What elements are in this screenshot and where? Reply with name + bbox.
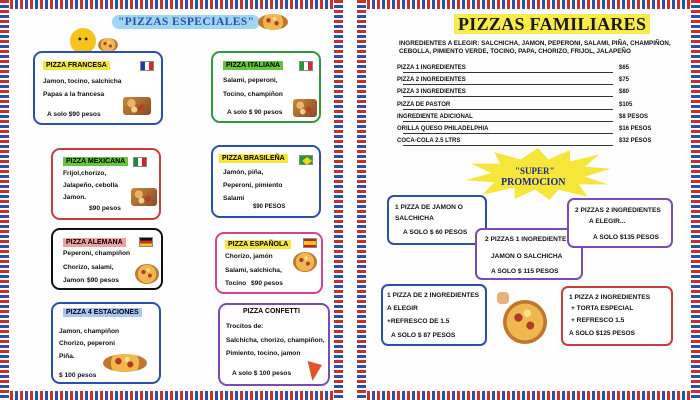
pizza-4-estaciones-line-2: Chorizo, peperoni bbox=[59, 340, 116, 347]
pizza-alemana-line-1: Peperoni, champiñon bbox=[63, 250, 131, 257]
flag-border-right bbox=[691, 0, 700, 400]
special-pizzas-header: "PIZZAS ESPECIALES" bbox=[112, 15, 260, 29]
flag-border-bottom bbox=[0, 391, 343, 400]
pizza-espanola-card bbox=[215, 232, 323, 294]
promo-4-line-4: A SOLO $ 87 PESOS bbox=[391, 332, 456, 339]
pizza-espanola-line-3: Tocino bbox=[225, 280, 247, 287]
pizza-espanola-photo bbox=[293, 252, 317, 272]
pizza-espanola-line-1: Chorizo, jamón bbox=[225, 253, 273, 260]
pizza-mexicana-photo bbox=[131, 188, 157, 206]
price-list-item: PIZZA 1 INGREDIENTES bbox=[397, 65, 466, 71]
whole-pizza-icon bbox=[258, 14, 288, 30]
pizza-brasilena-line-1: Jamón, piña, bbox=[223, 169, 264, 176]
promo-card-5 bbox=[561, 286, 673, 346]
price-list-price: $75 bbox=[619, 77, 630, 84]
pizza-confetti-line-2: Salchicha, chorizo, champiñon, bbox=[226, 337, 325, 344]
pizza-alemana-price: $90 pesos bbox=[87, 277, 119, 284]
pizza-slice-mascot-icon bbox=[306, 361, 322, 381]
price-list-item: PIZZA 2 INGREDIENTES bbox=[397, 77, 466, 84]
price-list-item: ORILLA QUESO PHILADELPHIA bbox=[397, 126, 489, 132]
france-flag-icon bbox=[140, 61, 154, 71]
pizza-brasilena-line-2: Peperoni, pimiento bbox=[223, 182, 283, 189]
mexico-flag-icon bbox=[133, 157, 147, 167]
pizza-4-estaciones-price: $ 100 pesos bbox=[59, 372, 97, 379]
pizza-mexicana-line-1: Frijol,chorizo, bbox=[63, 170, 107, 177]
price-list-item: PIZZA DE PASTOR bbox=[397, 101, 451, 108]
family-pizzas-header: PIZZAS FAMILIARES bbox=[454, 14, 650, 34]
flag-border-top bbox=[357, 0, 700, 9]
flag-border-right bbox=[334, 0, 343, 400]
pizza-alemana-photo bbox=[135, 264, 159, 284]
promo-4-line-1: 1 PIZZA DE 2 INGREDIENTES bbox=[387, 292, 480, 299]
pizza-confetti-line-3: Pimiento, tocino, jamon bbox=[226, 350, 301, 357]
promo-2-line-3: A SOLO $ 115 PESOS bbox=[491, 268, 559, 275]
price-list-price: $16 PESOS bbox=[619, 126, 652, 132]
promo-card-1 bbox=[387, 195, 487, 245]
pizza-slice-icon bbox=[98, 38, 118, 52]
pizza-italiana-title: PIZZA ITALIANA bbox=[223, 61, 283, 70]
promo-5-line-1: 1 PIZZA 2 INGREDIENTES bbox=[569, 294, 651, 301]
price-list-item: PIZZA 3 INGREDIENTES bbox=[397, 89, 466, 96]
promo-3-line-1: 2 PIZZAS 2 INGREDIENTES bbox=[575, 207, 661, 214]
flag-border-left bbox=[357, 0, 366, 400]
pizza-confetti-title: PIZZA CONFETTI bbox=[243, 308, 300, 315]
super-promocion-title-1: "SUPER" bbox=[515, 166, 555, 176]
price-list-price: $32 PESOS bbox=[619, 138, 652, 145]
pizza-alemana-title: PIZZA ALEMANA bbox=[63, 238, 126, 247]
pizza-mexicana-title: PIZZA MEXICANA bbox=[63, 157, 128, 166]
promo-5-line-3: + REFRESCO 1.5 bbox=[571, 317, 625, 324]
pizza-confetti-price: A solo $ 100 pesos bbox=[232, 370, 292, 377]
pizza-francesa-line-2: Papas a la francesa bbox=[43, 91, 105, 98]
promo-1-line-1: 1 PIZZA DE JAMON O bbox=[395, 204, 463, 211]
pizza-francesa-line-1: Jamon, tocino, salchicha bbox=[43, 78, 122, 85]
flag-border-top bbox=[0, 0, 343, 9]
promo-1-line-2: SALCHICHA bbox=[395, 215, 434, 222]
italy-flag-icon bbox=[299, 61, 313, 71]
pizza-alemana-line-2: Chorizo, salami, bbox=[63, 264, 114, 271]
promo-5-line-4: A SOLO $125 PESOS bbox=[569, 330, 636, 337]
price-list-leader-line bbox=[403, 121, 613, 122]
pizza-espanola-price: $90 pesos bbox=[251, 280, 283, 287]
pizza-mexicana-card bbox=[51, 148, 161, 220]
pizza-francesa-price: A solo $90 pesos bbox=[47, 111, 101, 118]
promo-card-3 bbox=[567, 198, 673, 248]
pizza-italiana-line-2: Tocino, champiñon bbox=[223, 91, 283, 98]
pizza-mascot-icon bbox=[503, 300, 547, 344]
price-list-price: $65 bbox=[619, 65, 630, 71]
price-list-leader-line bbox=[403, 84, 613, 85]
promo-2-line-1: 2 PIZZAS 1 INGREDIENTE bbox=[485, 236, 567, 243]
spain-flag-icon bbox=[303, 238, 317, 248]
pizza-italiana-card bbox=[211, 51, 321, 123]
pizza-francesa-title: PIZZA FRANCESA bbox=[43, 61, 110, 70]
price-list-price: $80 bbox=[619, 89, 630, 96]
price-list-price: $105 bbox=[619, 101, 633, 108]
price-list-item: COCA-COLA 2.5 LTRS bbox=[397, 138, 461, 145]
promo-1-line-3: A SOLO $ 60 PESOS bbox=[403, 229, 468, 236]
pizza-alemana-line-3: Jamon bbox=[63, 277, 85, 284]
pizza-italiana-line-1: Salami, peperoni, bbox=[223, 77, 278, 84]
price-list-leader-line bbox=[403, 145, 613, 146]
pizza-4-estaciones-card bbox=[51, 302, 161, 384]
flag-border-left bbox=[0, 0, 9, 400]
pizza-mexicana-line-3: Jamon. bbox=[63, 194, 87, 201]
promo-4-line-3: +REFRESCO DE 1.5 bbox=[387, 318, 450, 325]
pizza-confetti-line-1: Trocitos de: bbox=[226, 323, 264, 330]
price-list-leader-line bbox=[403, 133, 613, 134]
pizza-brasilena-line-3: Salami bbox=[223, 195, 245, 202]
pizza-4-estaciones-line-3: Piña. bbox=[59, 353, 75, 360]
price-list-item: INGREDIENTE ADICIONAL bbox=[397, 113, 473, 120]
pizza-francesa-photo bbox=[123, 97, 151, 115]
promo-3-line-2: A ELEGIR... bbox=[589, 218, 626, 225]
promo-2-line-2: JAMON O SALCHICHA bbox=[491, 253, 563, 260]
pizza-alemana-card bbox=[51, 228, 163, 290]
price-list-price: $8 PESOS bbox=[619, 113, 649, 120]
pizza-brasilena-title: PIZZA BRASILEÑA bbox=[219, 154, 288, 163]
price-list-leader-line bbox=[403, 96, 613, 97]
promo-4-line-2: A ELEGIR bbox=[387, 305, 418, 312]
pizza-italiana-price: A solo $ 90 pesos bbox=[227, 109, 283, 116]
left-menu-page bbox=[0, 0, 343, 400]
brazil-flag-icon bbox=[299, 155, 313, 165]
price-list-leader-line bbox=[403, 109, 613, 110]
germany-flag-icon bbox=[139, 237, 153, 247]
price-list-leader-line bbox=[403, 72, 613, 73]
pizza-francesa-card bbox=[33, 51, 163, 125]
pizza-italiana-photo bbox=[293, 99, 317, 117]
price-list bbox=[397, 64, 679, 150]
ingredients-to-choose: INGREDIENTES A ELEGIR: SALCHICHA, JAMON, PEPERONI, SALAMI, PIÑA, CHAMPIÑON, CEBOLLA, PIMIENTO VERDE, TOCINO, PAPA, CHORIZO, FRIJOL, JALAPEÑO bbox=[399, 40, 671, 55]
pizza-4-estaciones-title: PIZZA 4 ESTACIONES bbox=[63, 308, 142, 317]
pizza-4-estaciones-line-1: Jamon, champiñon bbox=[59, 328, 120, 335]
promo-5-line-2: + TORTA ESPECIAL bbox=[571, 305, 634, 312]
pizza-brasilena-price: $90 PESOS bbox=[253, 204, 286, 210]
pizza-brasilena-card bbox=[211, 145, 321, 218]
promo-card-4 bbox=[381, 284, 487, 346]
pizza-mexicana-price: $90 pesos bbox=[89, 205, 121, 212]
pizza-espanola-title: PIZZA ESPAÑOLA bbox=[225, 240, 291, 249]
pizza-espanola-line-2: Salami, salchicha, bbox=[225, 267, 282, 274]
pizza-confetti-card bbox=[218, 303, 330, 386]
promo-3-line-3: A SOLO $135 PESOS bbox=[593, 234, 660, 241]
right-menu-page bbox=[357, 0, 700, 400]
flag-border-bottom bbox=[357, 391, 700, 400]
thumbs-up-icon bbox=[497, 292, 509, 304]
super-promocion-title-2: PROMOCION bbox=[501, 177, 566, 188]
pizza-4-estaciones-photo bbox=[103, 354, 147, 372]
pizza-mexicana-line-2: Jalapeño, cebolla bbox=[63, 182, 118, 189]
